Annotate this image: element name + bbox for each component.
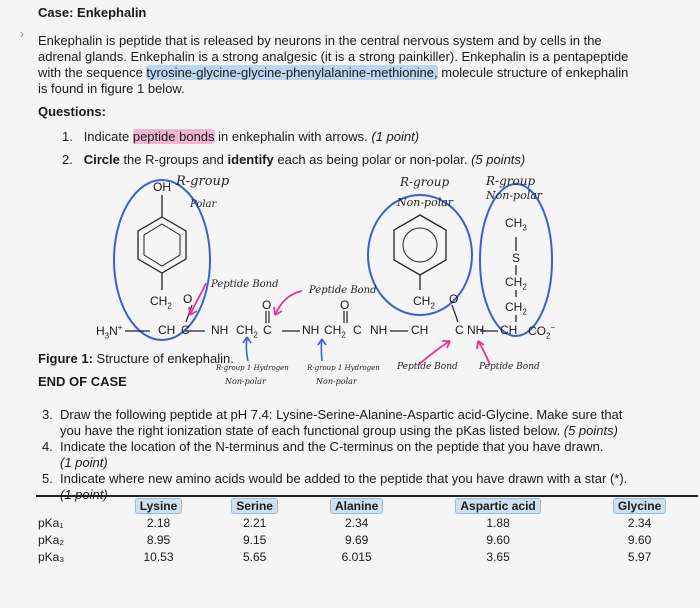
oh-label: OH (153, 180, 171, 194)
backbone-c-2: C (263, 323, 272, 337)
phenylalanine-ring (394, 215, 446, 275)
table-cell: 3.65 (486, 549, 510, 564)
annotation-rgroup-h-2: R-group 1 Hydrogen (307, 364, 380, 372)
q1-points: (1 point) (371, 129, 420, 144)
figure-caption: Figure 1: Structure of enkephalin. (38, 351, 234, 366)
backbone-n-terminus: $H_3N^+$ (96, 323, 123, 341)
bullet-marker: › (20, 27, 24, 41)
intro-line-3 (38, 65, 628, 81)
q1-after: in enkephalin with arrows. (214, 129, 368, 144)
q3-line-1: Draw the following peptide at pH 7.4: Lysine-Serine-Alanine-Aspartic acid-Glycine. Make sure that (60, 407, 623, 422)
peptide-bonds-highlight: peptide bonds (132, 129, 215, 144)
pka-header-lysine: Lysine (110, 498, 207, 514)
backbone-ch2-1: $CH_2$ (236, 323, 258, 340)
q4-line-1: Indicate the location of the N-terminus and the C-terminus on the peptide that you have drawn. (60, 439, 604, 454)
q2-circle: Circle (83, 152, 120, 167)
table-row (38, 514, 694, 531)
q2-points: (5 points) (471, 152, 526, 167)
q4-points: (1 point) (60, 455, 108, 470)
ch3-label: $CH_3$ (505, 216, 527, 233)
question-1 (62, 129, 419, 145)
backbone-ch-3: CH (500, 323, 518, 337)
annotation-peptide-bond-3: Peptide Bond (397, 362, 458, 372)
backbone-ch-1: CH (158, 323, 176, 337)
pka-header-aspartic-acid: Aspartic acid (411, 498, 585, 514)
q1-number: 1. (62, 129, 73, 144)
q3-line-2: you have the right ionization state of each functional group using the pKas listed below. (5 points) (60, 423, 618, 438)
table-cell: 5.65 (242, 549, 267, 564)
backbone-nh-2: NH (302, 323, 320, 337)
q3-number: 3. (42, 407, 53, 422)
oxygen-label-2: O (262, 298, 272, 312)
backbone-c-1: C (181, 323, 190, 337)
table-cell: 9.15 (242, 532, 267, 547)
annotation-peptide-bond-4: Peptide Bond (479, 362, 540, 372)
row-label: pKa₃ (38, 549, 65, 564)
annotation-nonpolar-2: Non-polar (316, 377, 357, 386)
table-cell: 5.97 (627, 549, 652, 564)
annotation-polar: Polar (190, 199, 217, 210)
glycine-arrow-1 (246, 337, 248, 361)
table-cell: 1.88 (486, 515, 510, 530)
table-cell: 10.53 (143, 549, 174, 564)
oxygen-label-3: O (340, 298, 350, 312)
table-top-rule (36, 495, 698, 497)
q2-after: each as being polar or non-polar. (273, 152, 468, 167)
pka-header-blank (38, 498, 110, 514)
table-row (38, 548, 694, 565)
glycine-arrow-2 (321, 339, 322, 361)
table-cell: 2.34 (627, 515, 652, 530)
pka-header-glycine: Glycine (585, 498, 694, 514)
case-title: Case: Enkephalin (38, 5, 147, 20)
table-cell: 9.60 (486, 532, 510, 547)
row-label: pKa₁ (38, 515, 64, 530)
pka-header-row (38, 498, 694, 514)
annotation-nonpolar-1: Non-polar (225, 377, 266, 386)
table-cell: 9.69 (344, 532, 369, 547)
questions-heading: Questions: (38, 104, 106, 119)
table-cell: 2.18 (146, 515, 171, 530)
backbone-ch-2: CH (411, 323, 429, 337)
sulfur-label: S (512, 251, 521, 265)
intro-line-1: Enkephalin is peptide that is released by neurons in the central nervous system and by cells in the (38, 33, 602, 48)
intro-line-4: is found in figure 1 below. (38, 81, 185, 96)
q5-number: 5. (42, 471, 53, 486)
q4-number: 4. (42, 439, 53, 454)
q5-line-1: Indicate where new amino acids would be added to the peptide that you have drawn with a star (*). (60, 471, 628, 486)
table-cell: 2.34 (344, 515, 369, 530)
tyr-ch2-label: $CH_2$ (150, 294, 172, 311)
annotation-peptide-bond-2: Peptide Bond (309, 285, 377, 296)
annotation-rgroup-phe: R-group (400, 175, 450, 189)
backbone-nh-1: NH (211, 323, 229, 337)
q2-number: 2. (62, 152, 73, 167)
intro-line-2: adrenal glands. Enkephalin is a strong analgesic (it is a strong painkiller). Enkephalin is a pentapeptide (38, 49, 629, 64)
pka-table (38, 498, 694, 565)
oxygen-label-1: O (183, 292, 193, 306)
annotation-rgroup-met: R-group (486, 174, 536, 188)
annotation-peptide-bond-1: Peptide Bond (211, 279, 279, 290)
intro-line-3-after: molecule structure of enkephalin (437, 65, 629, 80)
table-cell: 8.95 (146, 532, 171, 547)
row-label: pKa₂ (38, 532, 65, 547)
tyrosine-ring (138, 217, 186, 273)
q2-mid: the R-groups and (119, 152, 228, 167)
annotation-nonpolar-phe: Non-polar (397, 196, 454, 209)
sequence-highlight: tyrosine-glycine-glycine-phenylalanine-methionine, (146, 65, 438, 80)
phenylalanine-ring-inner (403, 228, 437, 262)
backbone-ch2-2: $CH_2$ (324, 323, 346, 340)
intro-line-3-before: with the sequence (38, 65, 147, 80)
met-ch2-label-1: $CH_2$ (505, 275, 527, 292)
pka-header-serine: Serine (207, 498, 302, 514)
phe-ch2-label: $CH_2$ (413, 294, 435, 311)
annotation-rgroup-tyr: R-group (176, 174, 230, 189)
tyrosine-ring-inner (144, 224, 180, 266)
oxygen-label-4: O (449, 292, 459, 306)
q1-before: Indicate (83, 129, 133, 144)
backbone-c-4: C (455, 323, 464, 337)
table-cell: 9.60 (627, 532, 652, 547)
met-ch2-label-2: $CH_2$ (505, 300, 527, 317)
backbone-nh-4: NH (467, 323, 485, 337)
end-of-case: END OF CASE (38, 374, 127, 389)
backbone-c-3: C (353, 323, 362, 337)
peptide-bond-arrow-2 (275, 291, 302, 315)
backbone-nh-3: NH (370, 323, 388, 337)
annotation-nonpolar-met: Non-polar (486, 189, 543, 202)
table-cell: 2.21 (242, 515, 267, 530)
annotation-rgroup-h-1: R-group 1 Hydrogen (216, 364, 289, 372)
q2-identify: identify (227, 152, 274, 167)
table-cell: 6.015 (341, 549, 372, 564)
table-row (38, 531, 694, 548)
backbone-c-terminus: $CO_2^-$ (528, 323, 556, 341)
pka-header-alanine: Alanine (302, 498, 411, 514)
